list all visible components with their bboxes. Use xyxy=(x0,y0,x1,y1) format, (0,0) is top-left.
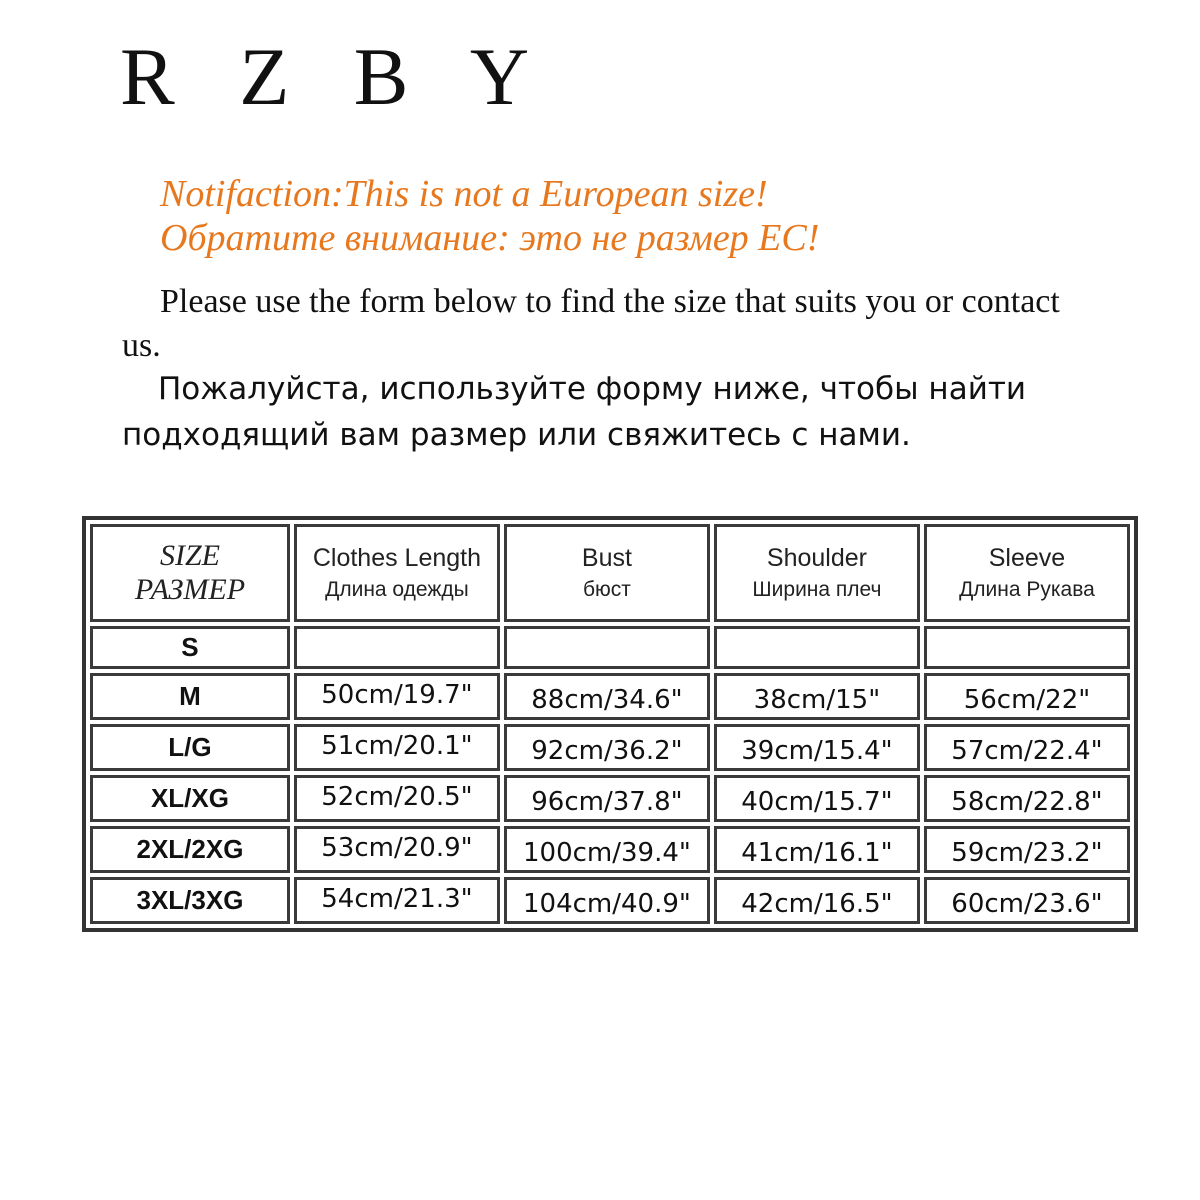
shoulder-value: 42cm/16.5" xyxy=(714,877,920,924)
size-table xyxy=(86,520,1134,928)
header-sleeve xyxy=(924,524,1130,622)
table-row xyxy=(90,826,1130,873)
size-label: L/G xyxy=(90,724,290,771)
header-size xyxy=(90,524,290,622)
size-notice-en: Notifaction:This is not a European size! xyxy=(160,173,768,215)
intro-text-en: Please use the form below to find the size that suits you or contact us. xyxy=(122,283,1060,364)
shoulder-value: 40cm/15.7" xyxy=(714,775,920,822)
header-size-ru: РАЗМЕР xyxy=(134,573,246,606)
bust-value: 96cm/37.8" xyxy=(504,775,710,822)
header-bust-ru: бюст xyxy=(582,578,631,601)
header-clothes-length xyxy=(294,524,500,622)
table-row xyxy=(90,724,1130,771)
clothes-length-value: 50cm/19.7" xyxy=(294,673,500,720)
table-row xyxy=(90,877,1130,924)
header-shoulder-ru: Ширина плеч xyxy=(752,578,882,601)
size-label: 2XL/2XG xyxy=(90,826,290,873)
clothes-length-value: 54cm/21.3" xyxy=(294,877,500,924)
size-chart xyxy=(82,516,1138,932)
clothes-length-value xyxy=(294,626,500,669)
size-label: M xyxy=(90,673,290,720)
header-shoulder-en: Shoulder xyxy=(766,544,867,572)
header-sleeve-ru: Длина Рукава xyxy=(959,578,1095,601)
size-notice xyxy=(160,172,819,260)
sleeve-value: 59cm/23.2" xyxy=(924,826,1130,873)
table-row xyxy=(90,626,1130,669)
table-header-row xyxy=(90,524,1130,622)
shoulder-value: 39cm/15.4" xyxy=(714,724,920,771)
table-row xyxy=(90,775,1130,822)
sleeve-value: 58cm/22.8" xyxy=(924,775,1130,822)
bust-value: 92cm/36.2" xyxy=(504,724,710,771)
size-label: S xyxy=(90,626,290,669)
shoulder-value xyxy=(714,626,920,669)
bust-value: 100cm/39.4" xyxy=(504,826,710,873)
table-row xyxy=(90,673,1130,720)
header-size-en: SIZE xyxy=(159,539,220,572)
clothes-length-value: 51cm/20.1" xyxy=(294,724,500,771)
clothes-length-value: 53cm/20.9" xyxy=(294,826,500,873)
header-clothes-length-en: Clothes Length xyxy=(312,544,482,572)
header-bust xyxy=(504,524,710,622)
header-clothes-length-ru: Длина одежды xyxy=(325,578,469,601)
shoulder-value: 38cm/15" xyxy=(714,673,920,720)
shoulder-value: 41cm/16.1" xyxy=(714,826,920,873)
bust-value xyxy=(504,626,710,669)
clothes-length-value: 52cm/20.5" xyxy=(294,775,500,822)
sleeve-value xyxy=(924,626,1130,669)
size-label: 3XL/3XG xyxy=(90,877,290,924)
sleeve-value: 57cm/22.4" xyxy=(924,724,1130,771)
bust-value: 88cm/34.6" xyxy=(504,673,710,720)
header-sleeve-en: Sleeve xyxy=(988,544,1066,572)
intro-text-ru: Пожалуйста, используйте форму ниже, чтобы найти подходящий вам размер или свяжитесь с нами. xyxy=(122,371,1027,453)
bust-value: 104cm/40.9" xyxy=(504,877,710,924)
sleeve-value: 56cm/22" xyxy=(924,673,1130,720)
size-label: XL/XG xyxy=(90,775,290,822)
size-notice-ru: Обратите внимание: это не размер ЕС! xyxy=(160,217,820,259)
sleeve-value: 60cm/23.6" xyxy=(924,877,1130,924)
brand-logo: R Z B Y xyxy=(120,31,552,122)
header-shoulder xyxy=(714,524,920,622)
header-bust-en: Bust xyxy=(581,544,632,572)
